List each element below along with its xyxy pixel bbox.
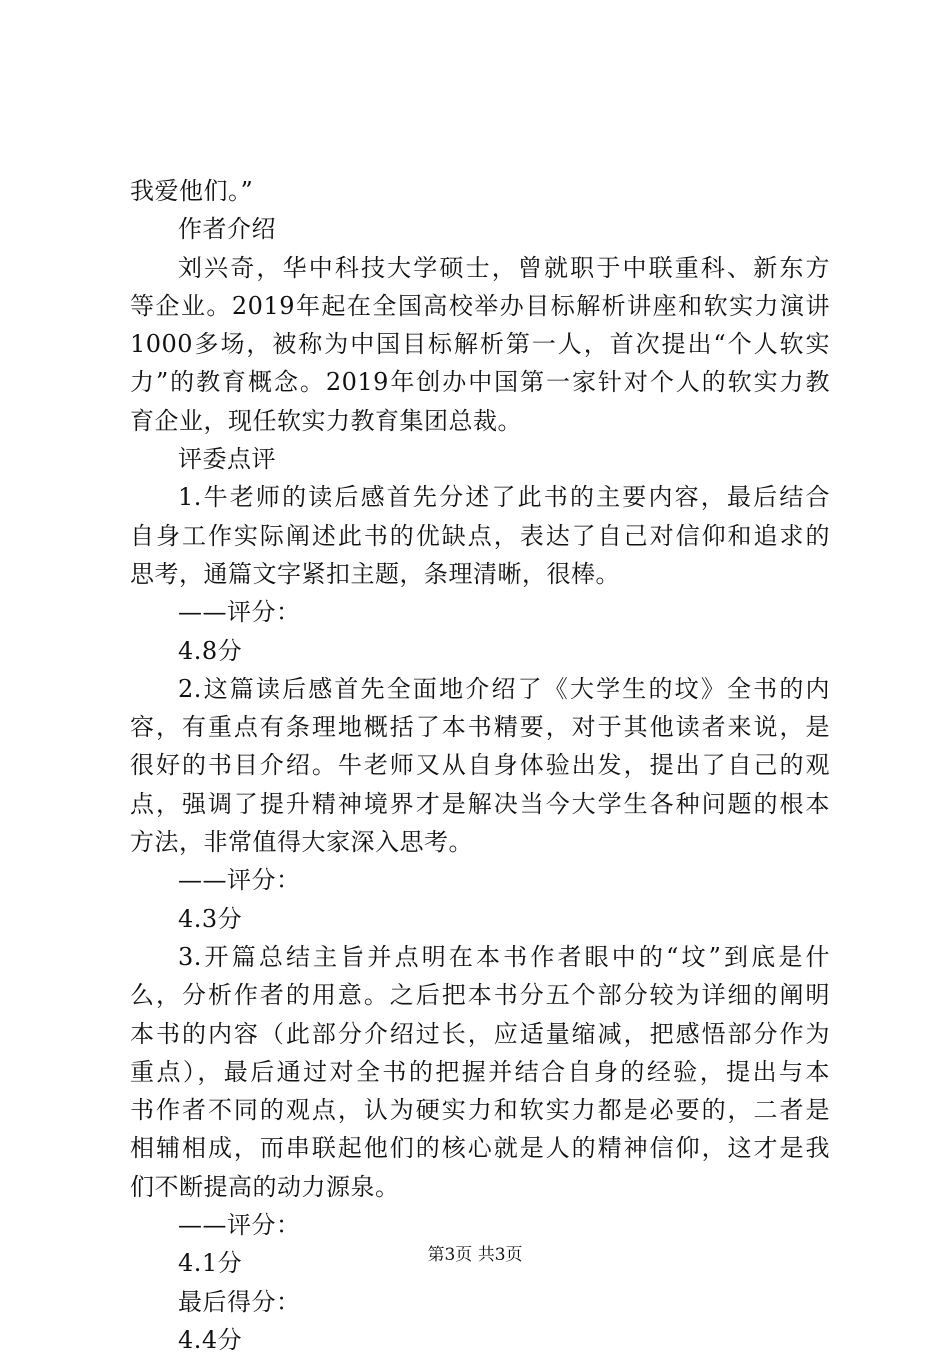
text-line: 相辅相成，而串联起他们的核心就是人的精神信仰，这才是我 [130, 1134, 830, 1163]
text-line: 等企业。2019年起在全国高校举办目标解析讲座和软实力演讲 [130, 291, 830, 320]
text-line: 方法，非常值得大家深入思考。 [130, 828, 473, 857]
text-line: 最后得分： [178, 1287, 301, 1316]
text-line: 自身工作实际阐述此书的优缺点，表达了自己对信仰和追求的 [130, 521, 830, 550]
text-line: 4.8分 [178, 636, 243, 665]
text-line: ——评分： [178, 866, 301, 895]
text-line: 2.这篇读后感首先全面地介绍了《大学生的坟》全书的内 [178, 674, 830, 703]
text-line: 1.牛老师的读后感首先分述了此书的主要内容，最后结合 [178, 483, 830, 512]
text-line: 4.3分 [178, 904, 243, 933]
text-line: 评委点评 [178, 445, 276, 474]
text-line: 很好的书目介绍。牛老师又从自身体验出发，提出了自己的观 [130, 751, 830, 780]
text-line: 们不断提高的动力源泉。 [130, 1172, 400, 1201]
text-line: 刘兴奇，华中科技大学硕士，曾就职于中联重科、新东方 [178, 253, 830, 282]
text-line: 力”的教育概念。2019年创办中国第一家针对个人的软实力教 [130, 368, 830, 397]
text-line: 育企业，现任软实力教育集团总裁。 [130, 406, 522, 435]
text-line: 3.开篇总结主旨并点明在本书作者眼中的“坟”到底是什 [178, 942, 830, 971]
text-line: 重点），最后通过对全书的把握并结合自身的经验，提出与本 [130, 1057, 830, 1086]
page-footer: 第3页 共3页 [427, 1245, 523, 1265]
text-line: 点，强调了提升精神境界才是解决当今大学生各种问题的根本 [130, 789, 830, 818]
document-body [130, 172, 830, 1359]
text-line: 么，分析作者的用意。之后把本书分五个部分较为详细的阐明 [130, 981, 830, 1010]
text-line: 书作者不同的观点，认为硬实力和软实力都是必要的，二者是 [130, 1096, 830, 1125]
text-line: 作者介绍 [178, 215, 276, 244]
text-line: 我爱他们。” [130, 177, 254, 205]
text-line: 容，有重点有条理地概括了本书精要，对于其他读者来说，是 [130, 713, 830, 742]
text-line: 本书的内容（此部分介绍过长，应适量缩减，把感悟部分作为 [130, 1019, 830, 1048]
text-line: 1000多场，被称为中国目标解析第一人，首次提出“个人软实 [130, 330, 830, 359]
text-line: 4.4分 [178, 1325, 243, 1354]
text-line: ——评分： [178, 598, 301, 627]
text-line: 4.1分 [178, 1249, 243, 1278]
text-line: ——评分： [178, 1211, 301, 1240]
text-line: 思考，通篇文字紧扣主题，条理清晰，很棒。 [130, 559, 620, 588]
